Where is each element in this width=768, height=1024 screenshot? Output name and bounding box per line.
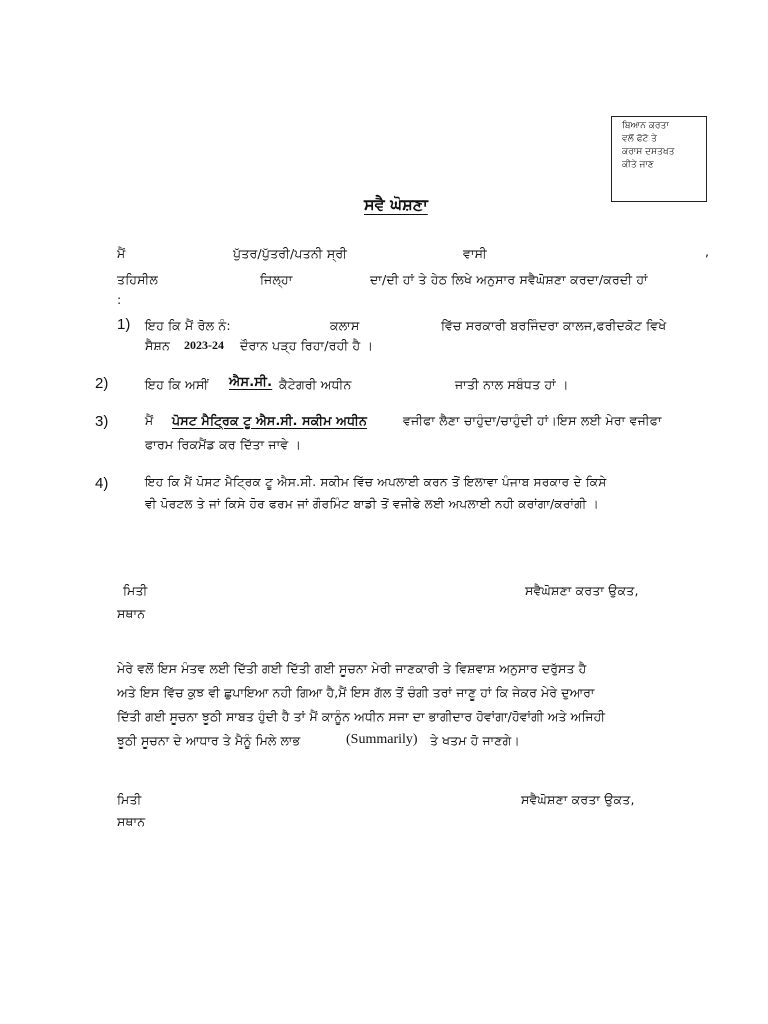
- verification-line: ਮੇਰੇ ਵਲੋਂ ਇਸ ਮੰਤਵ ਲਈ ਦਿੱਤੀ ਗਈ ਦਿੱਤੀ ਗਈ ਸੂਚਨਾ ਮੇਰੀ ਜਾਣਕਾਰੀ ਤੇ ਵਿਸ਼ਵਾਸ਼ ਅਨੁਸਾਰ ਦਰੁੱਸਤ ਹੈ: [117, 662, 587, 676]
- document-title: ਸਵੈ ਘੋਸ਼ਣਾ: [364, 195, 428, 214]
- item-text: ਸੈਸ਼ਨ: [145, 338, 171, 353]
- verification-line: ਅਤੇ ਇਸ ਵਿੱਚ ਕੁਝ ਵੀ ਛੁਪਾਇਆ ਨਹੀ ਗਿਆ ਹੈ,ਮੈਂ ਇਸ ਗੱਲ ਤੋਂ ਚੰਗੀ ਤਰਾਂ ਜਾਣੂ ਹਾਂ ਕਿ ਜੇਕਰ ਮੇਰੇ ਦੁਆਰਾ: [117, 686, 595, 700]
- photo-signature-box: [611, 116, 707, 202]
- item-text: ਫਾਰਮ ਰਿਕਮੈਂਡ ਕਰ ਦਿੱਤਾ ਜਾਵੇ ।: [145, 437, 302, 452]
- photo-box-line: ਵਲੋਂ ਫੋਟੋ ਤੇ: [622, 134, 657, 144]
- place-label: ਸਥਾਨ: [117, 814, 146, 829]
- category-name: ਐਸ.ਸੀ.: [229, 375, 273, 390]
- item-text: ਦੌਰਾਨ ਪੜ੍ਹ ਰਿਹਾ/ਰਹੀ ਹੈ ।: [240, 338, 374, 353]
- verification-line: ਤੇ ਖਤਮ ਹੋ ਜਾਣਗੇ।: [430, 734, 520, 748]
- verification-line: ਝੂਠੀ ਸੂਚਨਾ ਦੇ ਆਧਾਰ ਤੇ ਮੈਨੂੰ ਮਿਲੇ ਲਾਭ: [117, 734, 301, 748]
- verification-line: ਦਿੱਤੀ ਗਈ ਸੂਚਨਾ ਝੂਠੀ ਸਾਬਤ ਹੁੰਦੀ ਹੈ ਤਾਂ ਮੈਂ ਕਾਨੂੰਨ ਅਧੀਨ ਸਜਾ ਦਾ ਭਾਗੀਦਾਰ ਹੋਵਾਂਗਾ/ਹੋਵਾਂਗੀ ਅਤੇ ਅਜਿਹੀ: [117, 710, 606, 724]
- place-label: ਸਥਾਨ: [117, 606, 146, 621]
- item-number: 1): [117, 316, 131, 333]
- intro-tehsil: ਤਹਿਸੀਲ: [117, 272, 159, 287]
- item-text: ਜਾਤੀ ਨਾਲ ਸਬੰਧਤ ਹਾਂ ।: [455, 377, 569, 392]
- item-text: ਵਜੀਫਾ ਲੈਣਾ ਚਾਹੁੰਦਾ/ਚਾਹੁੰਦੀ ਹਾਂ।ਇਸ ਲਈ ਮੇਰਾ ਵਜੀਫਾ: [403, 413, 662, 428]
- item-text: ਇਹ ਕਿ ਮੈਂ ਪੋਸਟ ਮੈਟ੍ਰਿਕ ਟੂ ਐਸ.ਸੀ. ਸਕੀਮ ਵਿੱਚ ਅਪਲਾਈ ਕਰਨ ਤੋਂ ਇਲਾਵਾ ਪੰਜਾਬ ਸਰਕਾਰ ਦੇ ਕਿਸੇ: [145, 475, 607, 489]
- item-text: ਮੈਂ: [145, 413, 154, 428]
- intro-main: ਮੈਂ: [117, 246, 126, 261]
- date-label: ਮਿਤੀ: [123, 583, 148, 598]
- item-text: ਕਲਾਸ: [330, 318, 360, 333]
- intro-relation: ਪੁੱਤਰ/ਪੁੱਤਰੀ/ਪਤਨੀ ਸ੍ਰੀ: [233, 246, 348, 261]
- photo-box-line: ਕੀਤੇ ਜਾਣ: [622, 160, 654, 170]
- intro-declare: ਦਾ/ਦੀ ਹਾਂ ਤੇ ਹੇਠ ਲਿਖੇ ਅਨੁਸਾਰ ਸਵੈਘੋਸ਼ਣਾ ਕਰਦਾ/ਕਰਦੀ ਹਾਂ: [370, 272, 648, 287]
- scheme-name: ਪੋਸਟ ਮੈਟ੍ਰਿਕ ਟੂ ਐਸ.ਸੀ. ਸਕੀਮ ਅਧੀਨ: [172, 413, 367, 428]
- intro-colon: :: [117, 292, 122, 307]
- item-text: ਕੈਟੇਗਰੀ ਅਧੀਨ: [279, 377, 352, 392]
- item-number: 4): [95, 475, 109, 492]
- photo-box-line: ਬਿਆਨ ਕਰਤਾ: [622, 121, 669, 131]
- item-text: ਇਹ ਕਿ ਮੈਂ ਰੋਲ ਨੰ:: [145, 318, 231, 333]
- declarant-label: ਸਵੈਘੋਸ਼ਣਾ ਕਰਤਾ ਉਕਤ,: [521, 792, 635, 807]
- item-text: ਵਿੱਚ ਸਰਕਾਰੀ ਬਰਜਿੰਦਰਾ ਕਾਲਜ,ਫਰੀਦਕੋਟ ਵਿਖੇ: [441, 318, 667, 333]
- item-number: 2): [95, 375, 109, 392]
- declarant-label: ਸਵੈਘੋਸ਼ਣਾ ਕਰਤਾ ਉਕਤ,: [525, 583, 639, 598]
- item-number: 3): [95, 413, 109, 430]
- session-year: 2023-24: [184, 338, 224, 352]
- intro-resident: ਵਾਸੀ: [463, 246, 487, 261]
- verification-term: (Summarily): [346, 732, 418, 747]
- intro-comma: ,: [705, 244, 710, 259]
- date-label: ਮਿਤੀ: [117, 792, 142, 807]
- intro-district: ਜਿਲ੍ਹਾ: [260, 272, 293, 287]
- photo-box-line: ਕਰਾਸ ਦਸਤਖਤ: [622, 147, 675, 157]
- item-text: ਵੀ ਪੋਰਟਲ ਤੇ ਜਾਂ ਕਿਸੇ ਹੋਰ ਫਰਮ ਜਾਂ ਗੌਰਮਿੰਟ ਬਾਡੀ ਤੋਂ ਵਜੀਫੇ ਲਈ ਅਪਲਾਈ ਨਹੀ ਕਰਾਂਗਾ/ਕਰਾਂਗੀ ।: [145, 497, 599, 511]
- item-text: ਇਹ ਕਿ ਅਸੀਂ: [145, 377, 209, 392]
